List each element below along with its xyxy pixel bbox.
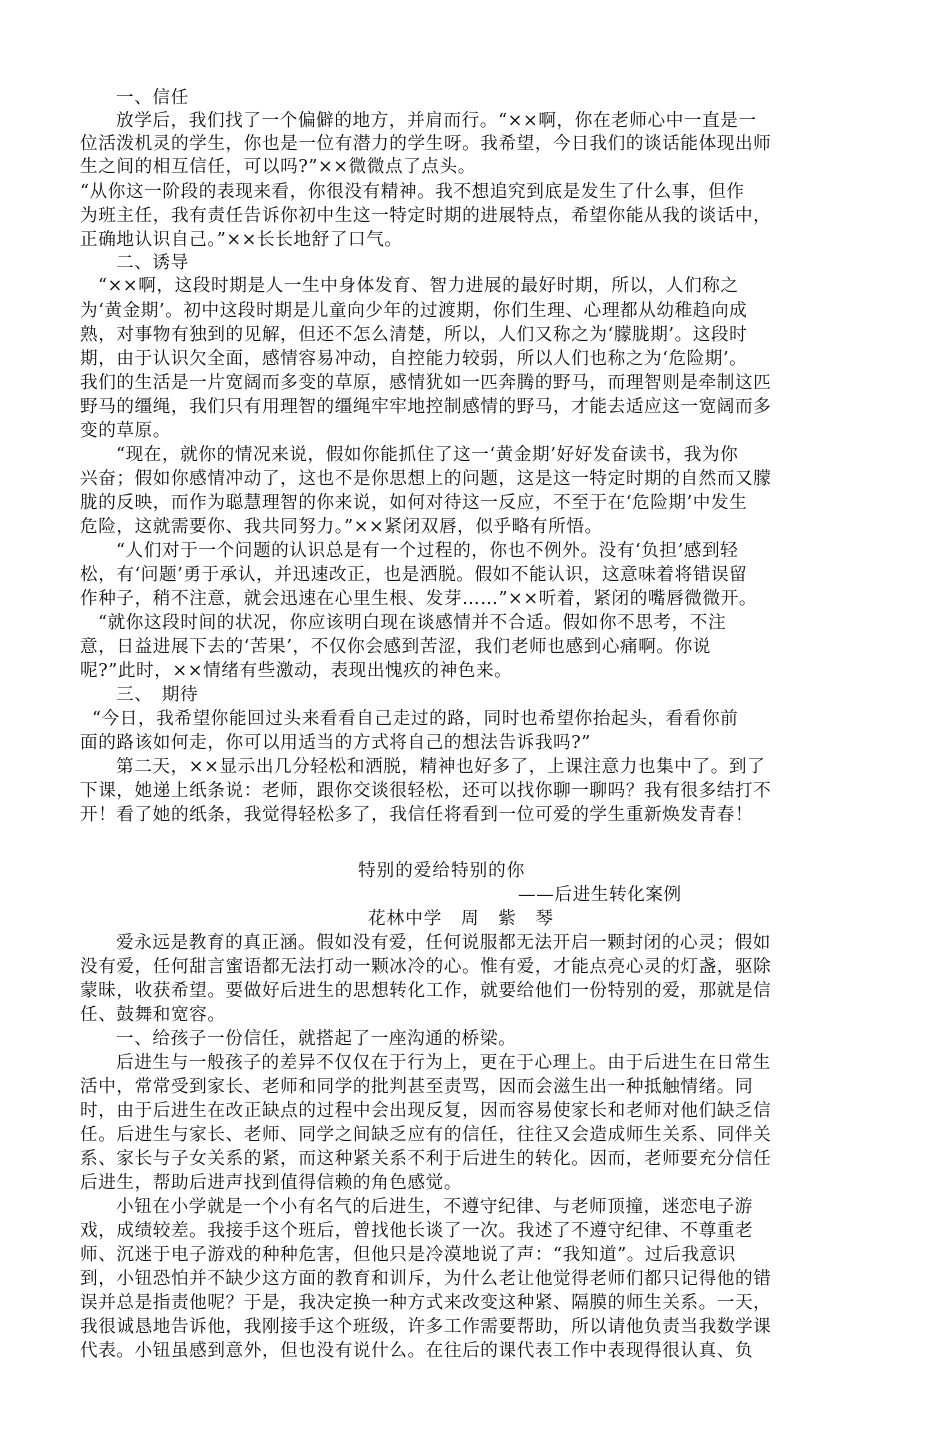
section-heading-trust: 一、信任 [116, 88, 189, 108]
article-subtitle: ——后进生转化案例 [518, 885, 682, 905]
paragraph-line: 系、家长与子女关系的紧，而这种紧关系不利于后进生的转化。因而，老师要充分信任 [80, 1149, 772, 1169]
paragraph-line: “就你这段时间的状况，你应该明白现在谈感情并不合适。假如你不思考，不注 [98, 613, 727, 633]
paragraph-line: 变的草原。 [80, 421, 171, 441]
paragraph-line: 爱永远是教育的真正涵。假如没有爱，任何说服都无法开启一颗封闭的心灵；假如 [116, 933, 771, 953]
paragraph-line: 时，由于后进生在改正缺点的过程中会出现反复，因而容易使家长和老师对他们缺乏信 [80, 1101, 772, 1121]
paragraph-line: 我们的生活是一片宽阔而多变的草原，感情犹如一匹奔腾的野马，而理智则是牵制这匹 [80, 373, 772, 393]
paragraph-line: 下课，她递上纸条说：老师，跟你交谈很轻松，还可以找你聊一聊吗？我有很多结打不 [80, 781, 772, 801]
paragraph-line: 第二天，××显示出几分轻松和洒脱，精神也好多了，上课注意力也集中了。到了 [116, 757, 766, 777]
paragraph-line: 呢?”此时，××情绪有些激动，表现出愧疚的神色来。 [80, 661, 513, 681]
paragraph-line: 熟，对事物有独到的见解，但还不怎么清楚，所以，人们又称之为‘朦胧期’。这段时 [80, 325, 748, 345]
paragraph-line: “人们对于一个问题的认识总是有一个过程的，你也不例外。没有‘负担’感到轻 [116, 541, 739, 561]
paragraph-line: 到，小钮恐怕并不缺少这方面的教育和训斥，为什么老让他觉得老师们都只记得他的错 [80, 1269, 772, 1289]
paragraph-line: 后进生，帮助后进声找到值得信赖的角色感觉。 [80, 1173, 463, 1193]
section-heading-trust: 一、给孩子一份信任，就搭起了一座沟通的桥梁。 [116, 1029, 517, 1049]
paragraph-line: 放学后，我们找了一个偏僻的地方，并肩而行。“××啊，你在老师心中一直是一 [116, 111, 757, 131]
paragraph-line: 面的路该如何走，你可以用适当的方式将自己的想法告诉我吗?” [80, 733, 591, 753]
paragraph-line: 为‘黄金期’。初中这段时期是儿童向少年的过渡期，你们生理、心理都从幼稚趋向成 [80, 301, 748, 321]
paragraph-line: 后进生与一般孩子的差异不仅仅在于行为上，更在于心理上。由于后进生在日常生 [116, 1053, 771, 1073]
paragraph-line: 作种子，稍不注意，就会迅速在心里生根、发芽……”××听着，紧闭的嘴唇微微开。 [80, 589, 758, 609]
paragraph-line: 小钮在小学就是一个小有名气的后进生，不遵守纪律、与老师顶撞，迷恋电子游 [116, 1197, 753, 1217]
section-heading-guidance: 二、诱导 [116, 253, 189, 273]
paragraph-line: “从你这一阶段的表现来看，你很没有精神。我不想追究到底是发生了什么事，但作 [80, 182, 745, 202]
paragraph-line: 意，日益进展下去的‘苦果’，不仅你会感到苦涩，我们老师也感到心痛啊。你说 [80, 637, 711, 657]
paragraph-line: “今日，我希望你能回过头来看看自己走过的路，同时也希望你抬起头，看看你前 [92, 709, 739, 729]
paragraph-line: 师、沉迷于电子游戏的种种危害，但他只是冷漠地说了声：“我知道”。过后我意识 [80, 1245, 736, 1265]
paragraph-line: 蒙昧，收获希望。要做好后进生的思想转化工作，就要给他们一份特别的爱，那就是信 [80, 981, 772, 1001]
paragraph-line: 为班主任，我有责任告诉你初中生这一特定时期的进展特点，希望你能从我的谈话中， [80, 206, 772, 226]
paragraph-line: 兴奋；假如你感情冲动了，这也不是你思想上的问题，这是这一特定时期的自然而又朦 [80, 469, 772, 489]
paragraph-line: 野马的缰绳，我们只有用理智的缰绳牢牢地控制感情的野马，才能去适应这一宽阔而多 [80, 397, 772, 417]
paragraph-line: 松，有‘问题’勇于承认，并迅速改正，也是洒脱。假如不能认识，这意味着将错误留 [80, 565, 748, 585]
paragraph-line: 我很诚恳地告诉他，我刚接手这个班级，许多工作需要帮助，所以请他负责当我数学课 [80, 1317, 772, 1337]
paragraph-line: 危险，这就需要你、我共同努力。”××紧闭双唇，似乎略有所悟。 [80, 517, 603, 537]
article-author: 花林中学 周 紫 琴 [368, 909, 554, 929]
paragraph-line: 开！看了她的纸条，我觉得轻松多了，我信任将看到一位可爱的学生重新焕发青春！ [80, 805, 754, 825]
paragraph-line: 胧的反映，而作为聪慧理智的你来说，如何对待这一反应，不至于在‘危险期’中发生 [80, 493, 748, 513]
paragraph-line: 误并总是指责他呢？于是，我决定换一种方式来改变这种紧、隔膜的师生关系。一天， [80, 1293, 772, 1313]
article-title: 特别的爱给特别的你 [358, 861, 526, 881]
paragraph-line: 生之间的相互信任，可以吗?”××微微点了点头。 [80, 157, 476, 177]
paragraph-line: “××啊，这段时期是人一生中身体发育、智力进展的最好时期，所以，人们称之 [98, 276, 739, 296]
paragraph-line: 位活泼机灵的学生，你也是一位有潜力的学生呀。我希望，今日我们的谈话能体现出师 [80, 134, 772, 154]
paragraph-line: “现在，就你的情况来说，假如你能抓住了这一‘黄金期’好好发奋读书，我为你 [116, 445, 739, 465]
paragraph-line: 正确地认识自己。”××长长地舒了口气。 [80, 230, 403, 250]
paragraph-line: 任。后进生与家长、老师、同学之间缺乏应有的信任，往往又会造成师生关系、同伴关 [80, 1125, 772, 1145]
paragraph-line: 戏，成绩较差。我接手这个班后，曾找他长谈了一次。我述了不遵守纪律、不尊重老 [80, 1221, 754, 1241]
section-heading-expectation: 三、 期待 [116, 685, 199, 705]
paragraph-line: 任、鼓舞和宽容。 [80, 1005, 226, 1025]
paragraph-line: 没有爱，任何甜言蜜语都无法打动一颗冰冷的心。惟有爱，才能点亮心灵的灯盏，驱除 [80, 957, 772, 977]
paragraph-line: 期，由于认识欠全面，感情容易冲动，自控能力较弱，所以人们也称之为‘危险期’。 [80, 349, 748, 369]
paragraph-line: 活中，常常受到家长、老师和同学的批判甚至责骂，因而会滋生出一种抵触情绪。同 [80, 1077, 754, 1097]
paragraph-line: 代表。小钮虽感到意外，但也没有说什么。在往后的课代表工作中表现得很认真、负 [80, 1341, 754, 1361]
